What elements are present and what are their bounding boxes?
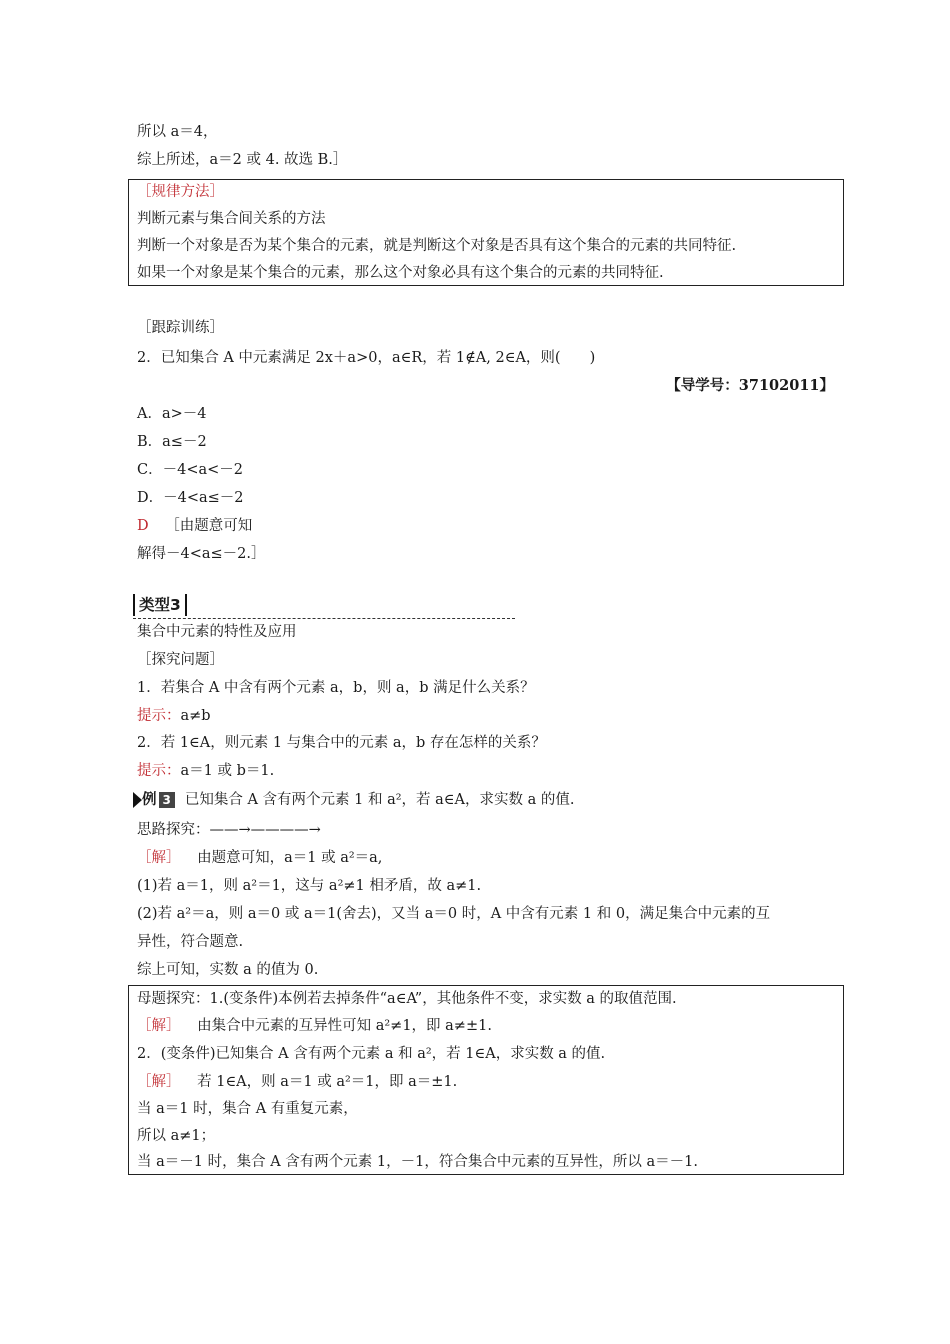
- option-a: A．a>－4: [137, 406, 207, 422]
- solution-text: 由集合中元素的互异性可知 a²≠1，即 a≠±1.: [197, 1018, 492, 1034]
- heading-divider: [133, 618, 515, 619]
- option-d: D．－4<a≤－2: [137, 490, 244, 506]
- variant-solution: [137, 1016, 492, 1036]
- answer-text: ［由题意可知: [165, 518, 253, 534]
- solution-tag: ［解］: [137, 1018, 181, 1034]
- solution-tag: ［解］: [137, 1074, 181, 1090]
- section-heading: 类型3: [133, 594, 187, 616]
- solution-line: 异性，符合题意.: [137, 934, 244, 950]
- practice-tag: ［跟踪训练］: [137, 320, 224, 336]
- variant-line: 当 a＝－1 时，集合 A 含有两个元素 1，－1，符合集合中元素的互异性，所以 a＝－1.: [137, 1154, 698, 1170]
- method-box: [128, 179, 844, 286]
- method-title: 判断元素与集合间关系的方法: [137, 211, 326, 227]
- text-line: 综上所述，a＝2 或 4. 故选 B.］: [137, 152, 348, 168]
- solution-line: [137, 848, 382, 868]
- variant-line: 当 a＝1 时，集合 A 有重复元素，: [137, 1101, 358, 1117]
- example-badge: [133, 790, 175, 810]
- practice-question: 2．已知集合 A 中元素满足 2x＋a>0，a∈R，若 1∉A, 2∈A，则( ): [137, 350, 596, 366]
- hint-line: [137, 761, 274, 781]
- solution-line: (2)若 a²＝a，则 a＝0 或 a＝1(舍去)，又当 a＝0 时，A 中含有元素 1 和 0，满足集合中元素的互: [137, 906, 771, 922]
- solution-text: 由题意可知，a＝1 或 a²＝a,: [197, 850, 383, 866]
- example-statement: 已知集合 A 含有两个元素 1 和 a²，若 a∈A，求实数 a 的值.: [184, 792, 575, 808]
- variant-box: [128, 985, 844, 1175]
- thinking-line: 思路探究：——→————→: [137, 822, 321, 838]
- variant-line: 母题探究：1.(变条件)本例若去掉条件“a∈A”，其他条件不变，求实数 a 的取值范围.: [137, 991, 677, 1007]
- example-line: [133, 790, 575, 810]
- variant-solution: [137, 1072, 457, 1092]
- solution-text: 若 1∈A，则 a＝1 或 a²＝1，即 a＝±1.: [197, 1074, 458, 1090]
- reference-number: 【导学号：37102011】: [666, 377, 834, 394]
- text-line: 所以 a＝4，: [137, 124, 218, 140]
- hint-text: a＝1 或 b＝1.: [180, 763, 275, 779]
- explore-question: 1．若集合 A 中含有两个元素 a，b，则 a，b 满足什么关系？: [137, 680, 535, 696]
- solution-line: 综上可知，实数 a 的值为 0.: [137, 962, 319, 978]
- answer-line: [137, 516, 252, 536]
- play-triangle-icon: [133, 792, 142, 808]
- variant-line: 2．(变条件)已知集合 A 含有两个元素 a 和 a²，若 1∈A，求实数 a 的值.: [137, 1046, 606, 1062]
- example-badge-label: 例: [142, 792, 157, 808]
- solution-tag: ［解］: [137, 850, 181, 866]
- variant-line: 所以 a≠1；: [137, 1128, 216, 1144]
- hint-label: 提示：: [137, 708, 181, 724]
- section-title: 集合中元素的特性及应用: [137, 624, 297, 640]
- solution-line: (1)若 a＝1，则 a²＝1，这与 a²≠1 相矛盾，故 a≠1.: [137, 878, 482, 894]
- example-number: 3: [159, 792, 175, 808]
- method-line: 如果一个对象是某个集合的元素，那么这个对象必具有这个集合的元素的共同特征.: [137, 265, 664, 281]
- hint-label: 提示：: [137, 763, 181, 779]
- option-b: B．a≤－2: [137, 434, 207, 450]
- answer-letter: D: [137, 518, 149, 534]
- answer-line-2: 解得－4<a≤－2.］: [137, 546, 266, 562]
- method-line: 判断一个对象是否为某个集合的元素，就是判断这个对象是否具有这个集合的元素的共同特征.: [137, 238, 737, 254]
- hint-line: [137, 706, 211, 726]
- explore-tag: ［探究问题］: [137, 652, 224, 668]
- method-tag: ［规律方法］: [137, 184, 224, 200]
- explore-question: 2．若 1∈A，则元素 1 与集合中的元素 a，b 存在怎样的关系？: [137, 735, 546, 751]
- option-c: C．－4<a<－2: [137, 462, 243, 478]
- hint-text: a≠b: [180, 708, 211, 724]
